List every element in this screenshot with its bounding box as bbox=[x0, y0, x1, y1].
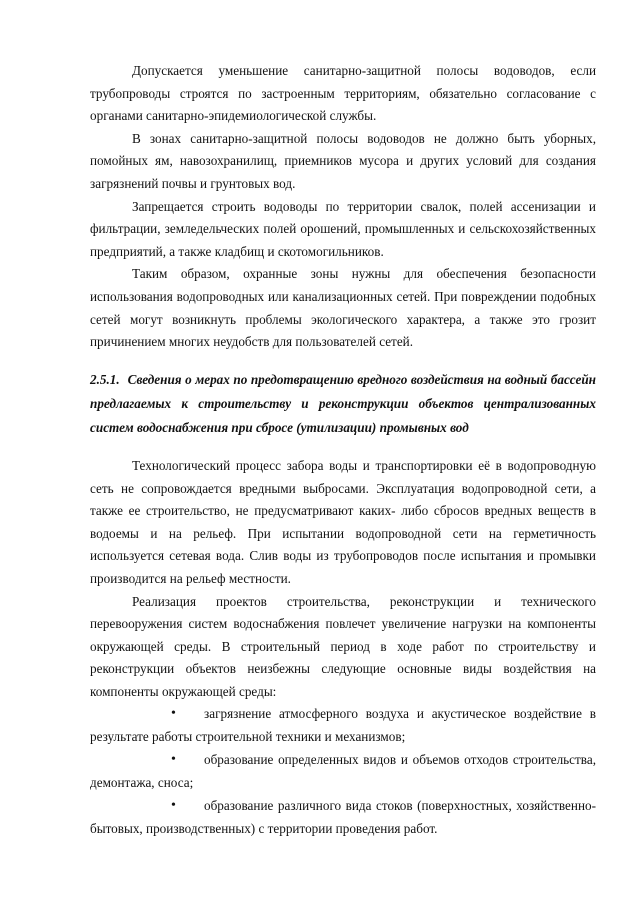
bullet-item-3: образование различного вида стоков (поверхностных, хозяйственно-бытовых, производственных) с территории проведения работ. bbox=[90, 798, 596, 836]
section-heading bbox=[90, 368, 596, 440]
paragraphs-body bbox=[90, 455, 596, 704]
bullet-item-2: образование определенных видов и объемов отходов строительства, демонтажа, сноса; bbox=[90, 752, 596, 790]
paragraph-6: Реализация проектов строительства, реконструкции и технического перевооружения систем водоснабжения повлечет увеличение нагрузки на компоненты окружающей среды. В строительный период в ходе работ по строительству и реконструкции объектов неизбежны следующие основные виды воздействия на компоненты окружающей среды: bbox=[90, 593, 596, 699]
section-title: Сведения о мерах по предотвращению вредного воздействия на водный бассейн предлагаемых к строительству и реконструкции объектов централизованных систем водоснабжения при сбросе (утилизации) промывных вод bbox=[90, 372, 596, 435]
paragraph-2: В зонах санитарно-защитной полосы водоводов не должно быть уборных, помойных ям, навозохранилищ, приемников мусора и других условий для создания загрязнений почвы и грунтовых вод. bbox=[90, 130, 596, 191]
bullet-marker-1: • bbox=[171, 706, 176, 721]
bullet-marker-3: • bbox=[171, 798, 176, 813]
bullet-marker-2: • bbox=[171, 752, 176, 767]
paragraphs-top bbox=[90, 60, 596, 354]
paragraph-1: Допускается уменьшение санитарно-защитной полосы водоводов, если трубопроводы строятся по застроенным территориям, обязательно согласование с органами санитарно-эпидемиологической службы. bbox=[90, 63, 596, 124]
paragraph-3: Запрещается строить водоводы по территории свалок, полей ассенизации и фильтрации, земледельческих полей орошений, промышленных и сельскохозяйственных предприятий, а также кладбищ и скотомогильников. bbox=[90, 198, 596, 259]
paragraph-4: Таким образом, охранные зоны нужны для обеспечения безопасности использования водопроводных или канализационных сетей. При повреждении подобных сетей могут возникнуть проблемы экологического характера, а также это грозит причинением многих неудобств для пользователей сетей. bbox=[90, 266, 596, 350]
paragraph-5: Технологический процесс забора воды и транспортировки её в водопроводную сеть не сопровождается вредными выбросами. Эксплуатация водопроводной сети, а также ее строительство, не предусматривают каких- либо сбросов вредных веществ в водоемы и на рельеф. При испытании водопроводной сети на герметичность используется сетевая вода. Слив воды из трубопроводов после испытания и промывки производится на рельеф местности. bbox=[90, 458, 596, 586]
section-number: 2.5.1. bbox=[90, 372, 120, 387]
bullet-item-1: загрязнение атмосферного воздуха и акустическое воздействие в результате работы строительной техники и механизмов; bbox=[90, 706, 596, 744]
